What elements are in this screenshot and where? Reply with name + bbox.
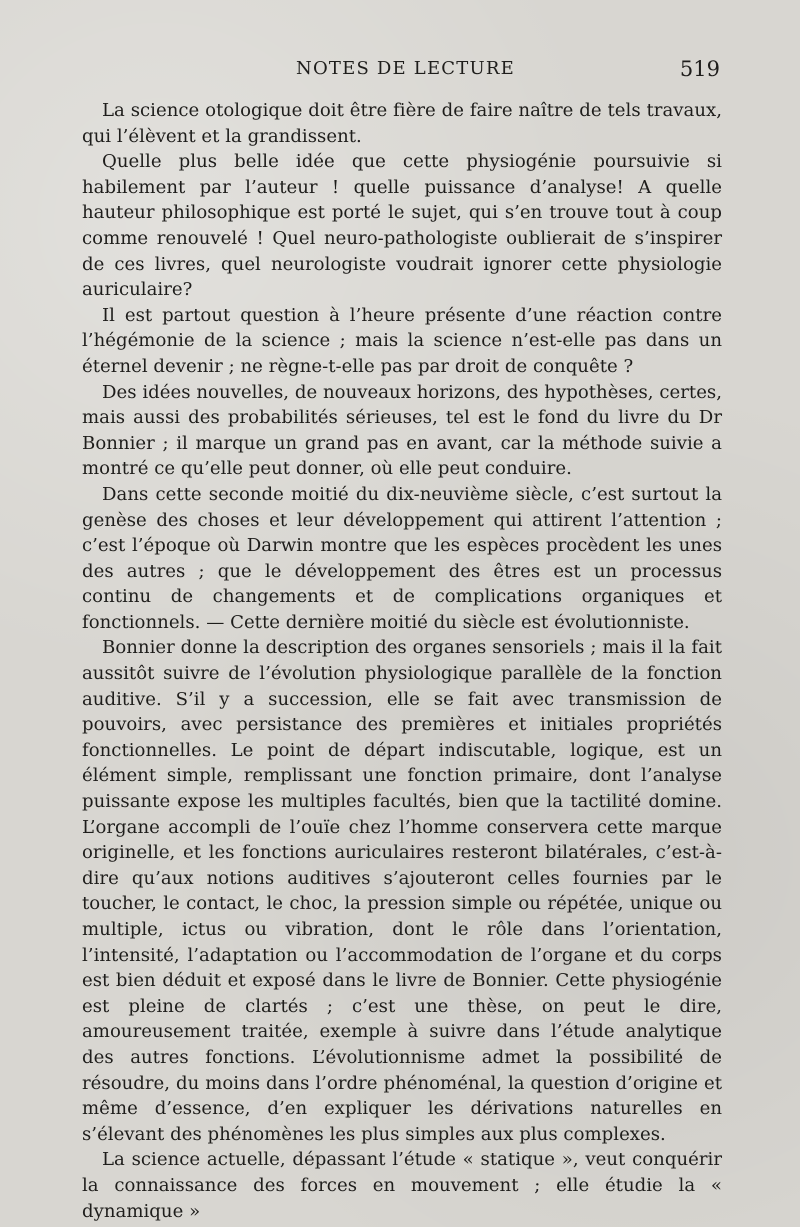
page-number: 519 — [679, 57, 720, 81]
page-header — [84, 58, 722, 88]
paragraph-5: Dans cette seconde moitié du dix-neuvième siècle, c’est surtout la genèse des choses et leur développement qui attirent l’attention ; c’est l’époque où Darwin montre que les espèces procèdent les unes des autres ; que le développement des êtres est un processus continu de changements et de complications organiques et fonctionnels. — Cette dernière moitié du siècle est évolutionniste. — [82, 483, 722, 633]
paragraph-4: Des idées nouvelles, de nouveaux horizons, des hypothèses, certes, mais aussi des probabilités sérieuses, tel est le fond du livre du Dr Bonnier ; il marque un grand pas en avant, car la méthode suivie a montré ce qu’elle peut donner, où elle peut conduire. — [82, 381, 722, 480]
page-text — [82, 98, 722, 1222]
paragraph-7: La science actuelle, dépassant l’étude « statique », veut conquérir la connaissance des forces en mouvement ; elle étudie la « dynamique » — [82, 1149, 722, 1222]
paragraph-6: Bonnier donne la description des organes sensoriels ; mais il la fait aussitôt suivre de l’évolution physiologique parallèle de la fonction auditive. S’il y a succession, elle se fait avec transmission de pouvoirs, avec persistance des premières et initiales propriétés fonctionnelles. Le point de départ indiscutable, logique, est un élément simple, remplissant une fonction primaire, dont l’analyse puissante expose les multiples facultés, bien que la tactilité domine. L’organe accompli de l’ouïe chez l’homme conservera cette marque originelle, et les fonctions auriculaires resteront bilatérales, c’est-à-dire qu’aux notions auditives s’ajouteront celles fournies par le toucher, le contact, le choc, la pression simple ou répétée, unique ou multiple, ictus ou vibration, dont le rôle dans l’orientation, l’intensité, l’adaptation ou l’accommodation de l’organe et du corps est bien déduit et exposé dans le livre de Bonnier. Cette physiogénie est pleine de clartés ; c’est une thèse, on peut le dire, amoureusement traitée, exemple à suivre dans l’étude analytique des autres fonctions. L’évolutionnisme admet la possibilité de résoudre, du moins dans l’ordre phénoménal, la question d’origine et même d’essence, d’en expliquer les dérivations naturelles en s’élevant des phénomènes les plus simples aux plus complexes. — [82, 637, 722, 1145]
paragraph-2: Quelle plus belle idée que cette physiogénie poursuivie si habilement par l’auteur ! quelle puissance d’analyse! A quelle hauteur philosophique est porté le sujet, qui s’en trouve tout à coup comme renouvelé ! Quel neuro-pathologiste oublierait de s’inspirer de ces livres, quel neurologiste voudrait ignorer cette physiologie auriculaire? — [82, 151, 722, 301]
running-title: NOTES DE LECTURE — [296, 58, 515, 79]
paragraph-3: Il est partout question à l’heure présente d’une réaction contre l’hégémonie de la science ; mais la science n’est-elle pas dans un éternel devenir ; ne règne-t-elle pas par droit de conquête ? — [82, 304, 722, 377]
paragraph-1: La science otologique doit être fière de faire naître de tels travaux, qui l’élèvent et la grandissent. — [82, 100, 722, 147]
